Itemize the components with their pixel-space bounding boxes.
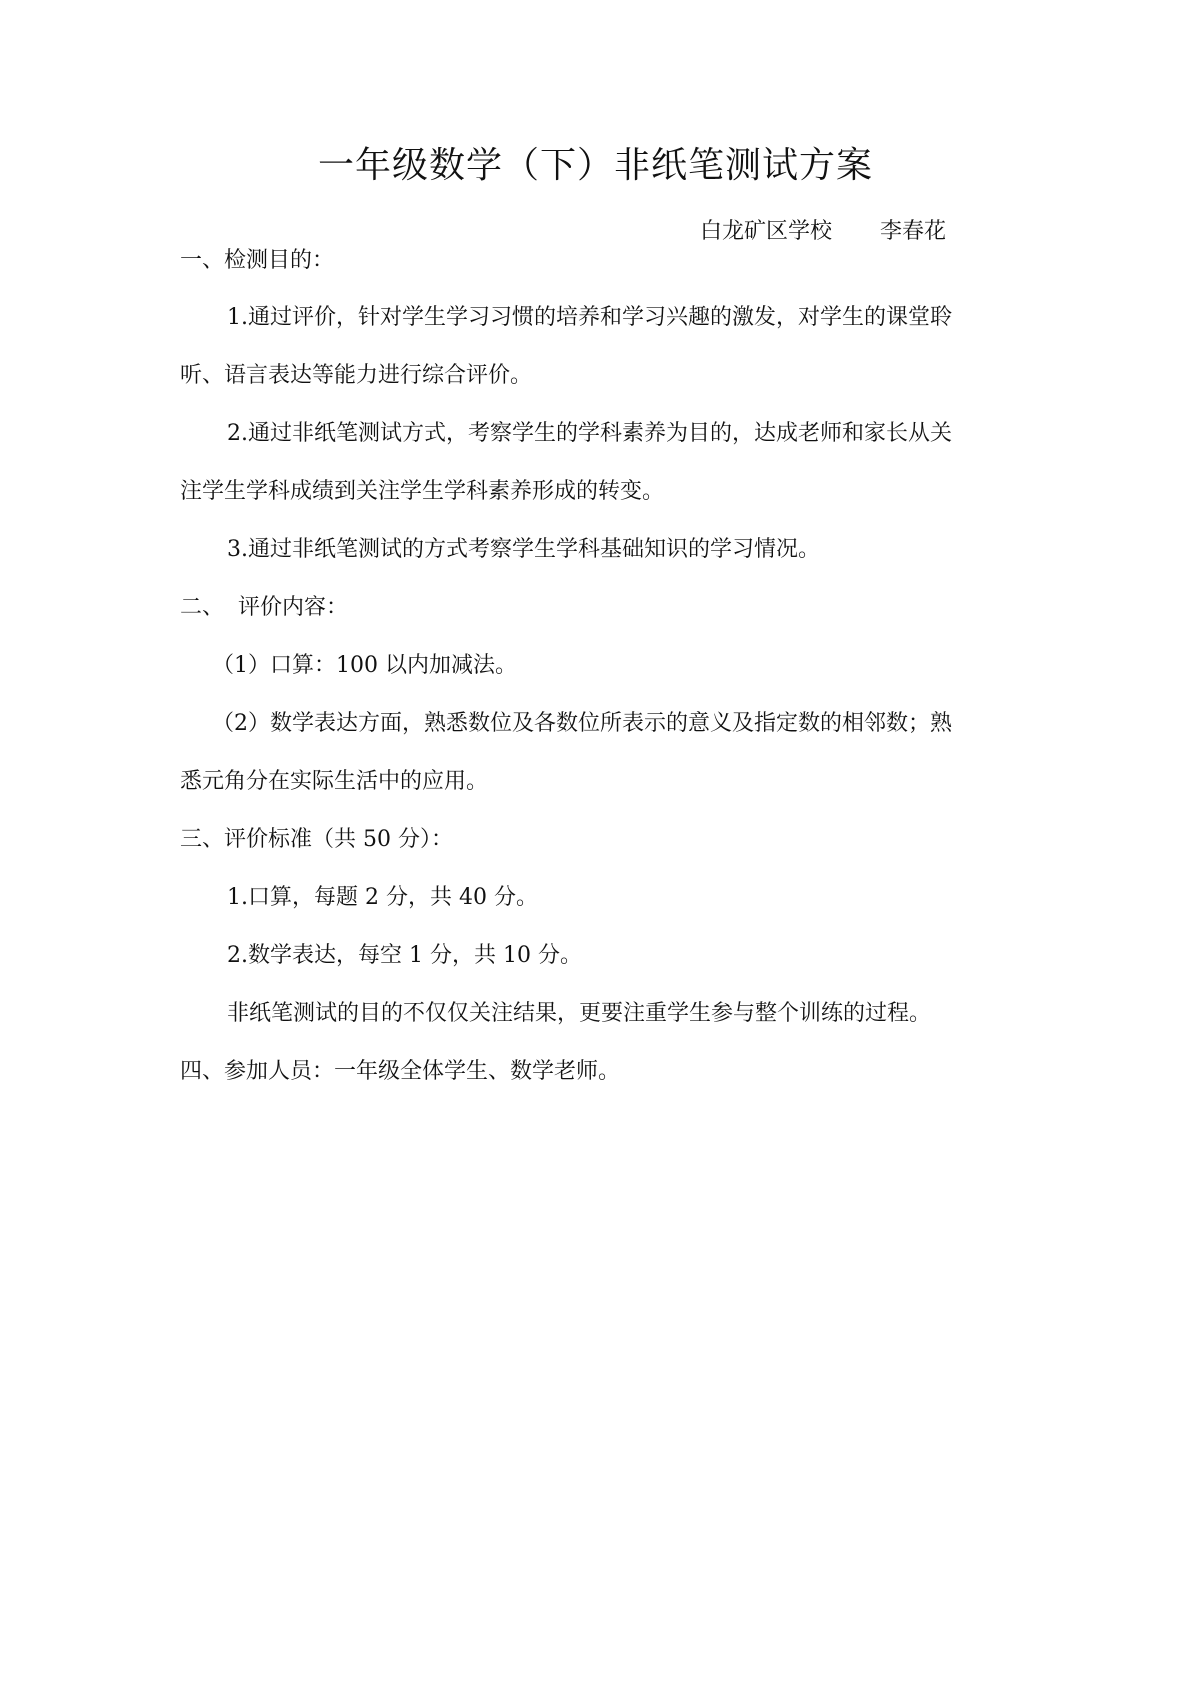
author-name: 李春花 — [880, 219, 947, 244]
section1-paragraph2-line2: 注学生学科成绩到关注学生学科素养形成的转变。 — [180, 479, 665, 504]
section1-paragraph1-line1: 1.通过评价，针对学生学习习惯的培养和学习兴趣的激发，对学生的课堂聆 — [227, 305, 952, 330]
section1-paragraph1-line2: 听、语言表达等能力进行综合评价。 — [180, 363, 533, 388]
author-line — [700, 212, 946, 252]
section3-item2: 2.数学表达，每空 1 分，共 10 分。 — [227, 943, 582, 968]
section3-item1: 1.口算，每题 2 分，共 40 分。 — [227, 885, 538, 910]
section3-note: 非纸笔测试的目的不仅仅关注结果，更要注重学生参与整个训练的过程。 — [227, 1001, 932, 1026]
section2-heading — [180, 588, 348, 628]
section2-heading-text: 评价内容： — [238, 595, 349, 620]
section2-item1: （1）口算：100 以内加减法。 — [212, 653, 517, 678]
document-title: 一年级数学（下）非纸笔测试方案 — [317, 145, 873, 186]
section1-heading: 一、检测目的： — [180, 248, 335, 273]
school-name: 白龙矿区学校 — [700, 219, 833, 244]
section3-heading: 三、评价标准（共 50 分）： — [180, 827, 453, 852]
section2-item2-line2: 悉元角分在实际生活中的应用。 — [180, 769, 489, 794]
section4-heading: 四、参加人员：一年级全体学生、数学老师。 — [180, 1059, 621, 1084]
section1-paragraph3: 3.通过非纸笔测试的方式考察学生学科基础知识的学习情况。 — [227, 537, 820, 562]
section2-heading-number: 二、 — [180, 595, 225, 620]
section1-paragraph2-line1: 2.通过非纸笔测试方式，考察学生的学科素养为目的，达成老师和家长从关 — [227, 421, 952, 446]
section2-item2-line1: （2）数学表达方面，熟悉数位及各数位所表示的意义及指定数的相邻数；熟 — [212, 711, 952, 736]
